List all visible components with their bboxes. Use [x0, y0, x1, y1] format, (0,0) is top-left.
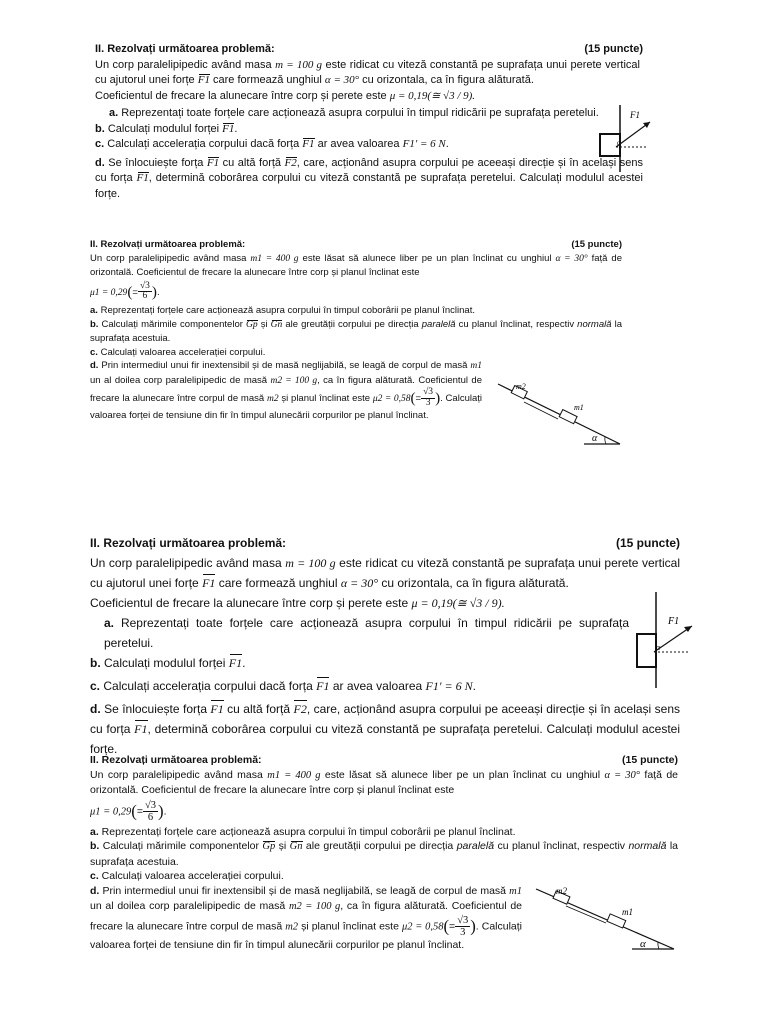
question-c: c. Calculați accelerația corpului dacă forța F1 ar avea valoarea F1′ = 6 N. [95, 137, 643, 153]
m2-label: m2 [516, 382, 526, 391]
force-label: F1 [630, 110, 640, 120]
question-b: b. Calculați modulul forței F1. [95, 122, 643, 138]
question-d: d. Se înlocuiește forța F1 cu altă forță F2, care, acționând asupra corpului pe aceeași direcție și în același sens cu forța F1, determină coborârea corpului cu viteză constantă pe suprafața peretelui. Calculați modulul acestei forțe. [90, 699, 680, 759]
problem-intro: Un corp paralelipipedic având masa m = 100 g este ridicat cu viteză constantă pe suprafața unui perete vertical cu ajutorul unei forțe F1 care formează unghiul α = 30° cu orizontala, ca în figura alăturată. [95, 58, 640, 89]
angle-formula: α = 30° [324, 74, 360, 86]
angle-label: α [656, 643, 661, 652]
question-c: c. Calculați accelerația corpului dacă forța F1 ar avea valoarea F1′ = 6 N. [90, 676, 680, 696]
question-a: a. Reprezentați toate forțele care acționează asupra corpului în timpul ridicării pe suprafața peretelui. [104, 616, 629, 650]
force-label: F1 [668, 616, 680, 627]
coef-formula: μ = 0,19(≅ √3 / 9). [389, 89, 476, 102]
question-b: b. Calculați modulul forței F1. [90, 653, 680, 673]
angle-label: α [617, 139, 621, 147]
problem-intro: Un corp paralelipipedic având masa m = 100 g este ridicat cu viteză constantă pe suprafața unui perete vertical cu ajutorul unei forțe F1 care formează unghiul α = 30° cu orizontala, ca în figura alăturată. [90, 553, 680, 593]
question-d: d. Se înlocuiește forța F1 cu altă forță F2, care, acționând asupra corpului pe aceeași direcție și în același sens cu forța F1, determină coborârea corpului cu viteză constantă pe suprafața peretelui. Calculați modulul acestei forțe. [95, 156, 643, 200]
alpha-label: α [640, 938, 646, 950]
question-d: d. Prin intermediul unui fir inextensibil și de masă neglijabilă, se leagă de corpul de masă m1 un al doilea corp paralelipipedic de masă m2 = 100 g, ca în figura alăturată. Coeficientul de frecare la alunecare între corpul de masă m2 și planul înclinat este μ2 = 0,58(= $\frac{√3}{3}$ ). Calculați valoarea forței de tensiune din fir în timpul alunecării corpurilor pe planul înclinat. [90, 360, 482, 422]
m2-label: m2 [556, 886, 567, 896]
incline-figure [528, 885, 680, 953]
force-symbol: F1 [198, 73, 210, 89]
alpha-label: α [592, 433, 598, 444]
block [637, 634, 656, 667]
friction-coef: μ1 = 0,29(= $\frac{√3}{6}$ ). [90, 280, 160, 302]
problem-intro: Un corp paralelipipedic având masa m1 = 400 g este lăsat să alunece liber pe un plan înclinat cu unghiul α = 30° față de orizontală. Coeficientul de frecare la alunecare între corp și planul înclinat este [90, 768, 678, 796]
question-a: a. Reprezentați forțele care acționează asupra corpului în timpul coborârii pe planul înclinat. [90, 305, 475, 317]
question-d: d. Prin intermediul unui fir inextensibil și de masă neglijabilă, se leagă de corpul de masă m1 un al doilea corp paralelipipedic de masă m2 = 100 g, ca în figura alăturată. Coeficientul de frecare la alunecare între corpul de masă m2 și planul înclinat este μ2 = 0,58(= $\frac{√3}{3}$ ). Calculați valoarea forței de tensiune din fir în timpul alunecării corpurilor pe planul înclinat. [90, 884, 523, 951]
problem1-bottom [90, 533, 680, 759]
friction-coef: μ1 = 0,29(= $\frac{√3}{6}$ ). [90, 799, 167, 823]
force-arrow [616, 122, 650, 147]
m1-label: m1 [574, 403, 584, 412]
problem-header: II. Rezolvați următoarea problemă: (15 puncte) [90, 536, 680, 550]
friction-coef: Coeficientul de frecare la alunecare între corp și perete este μ = 0,19(≅ √3 / 9). [90, 596, 505, 610]
problem1-top [95, 42, 643, 202]
question-c: c. Calculați valoarea accelerației corpului. [90, 346, 266, 358]
question-a: a. Reprezentați forțele care acționează asupra corpului în timpul coborârii pe planul înclinat. [90, 825, 516, 838]
m1-label: m1 [622, 907, 633, 917]
rope [566, 906, 606, 923]
question-c: c. Calculați valoarea accelerației corpului. [90, 870, 284, 883]
problem-points: (15 puncte) [584, 43, 643, 55]
friction-coef: Coeficientul de frecare la alunecare între corp și perete este μ = 0,19(≅ √3 / 9). [95, 89, 476, 102]
incline-figure [488, 378, 628, 446]
question-b: b. Calculați mărimile componentelor Gp și Gn ale greutății corpului pe direcția paralelă cu planul înclinat, respectiv normală la suprafața acestuia. [90, 840, 678, 868]
wall-figure [632, 590, 702, 690]
problem-header [95, 42, 643, 58]
mass-formula: m = 100 g [275, 58, 323, 71]
problem-title: II. Rezolvați următoarea problemă: [95, 43, 275, 55]
question-b: b. Calculați mărimile componentelor Gp și Gn ale greutății corpului pe direcția paralelă cu planul înclinat, respectiv normală la suprafața acestuia. [90, 318, 622, 345]
wall-figure [592, 100, 662, 175]
question-a: a. Reprezentați toate forțele care acționează asupra corpului în timpul ridicării pe suprafața peretelui. [109, 107, 599, 119]
problem-header: II. Rezolvați următoarea problemă: (15 puncte) [90, 239, 622, 250]
problem-intro: Un corp paralelipipedic având masa m1 = 400 g este lăsat să alunece liber pe un plan înclinat cu unghiul α = 30° față de orizontală. Coeficientul de frecare la alunecare între corp și planul înclinat este [90, 252, 622, 278]
problem-header: II. Rezolvați următoarea problemă: (15 puncte) [90, 754, 678, 766]
coef-fraction: $\frac{√3}{6}$ [139, 280, 150, 302]
